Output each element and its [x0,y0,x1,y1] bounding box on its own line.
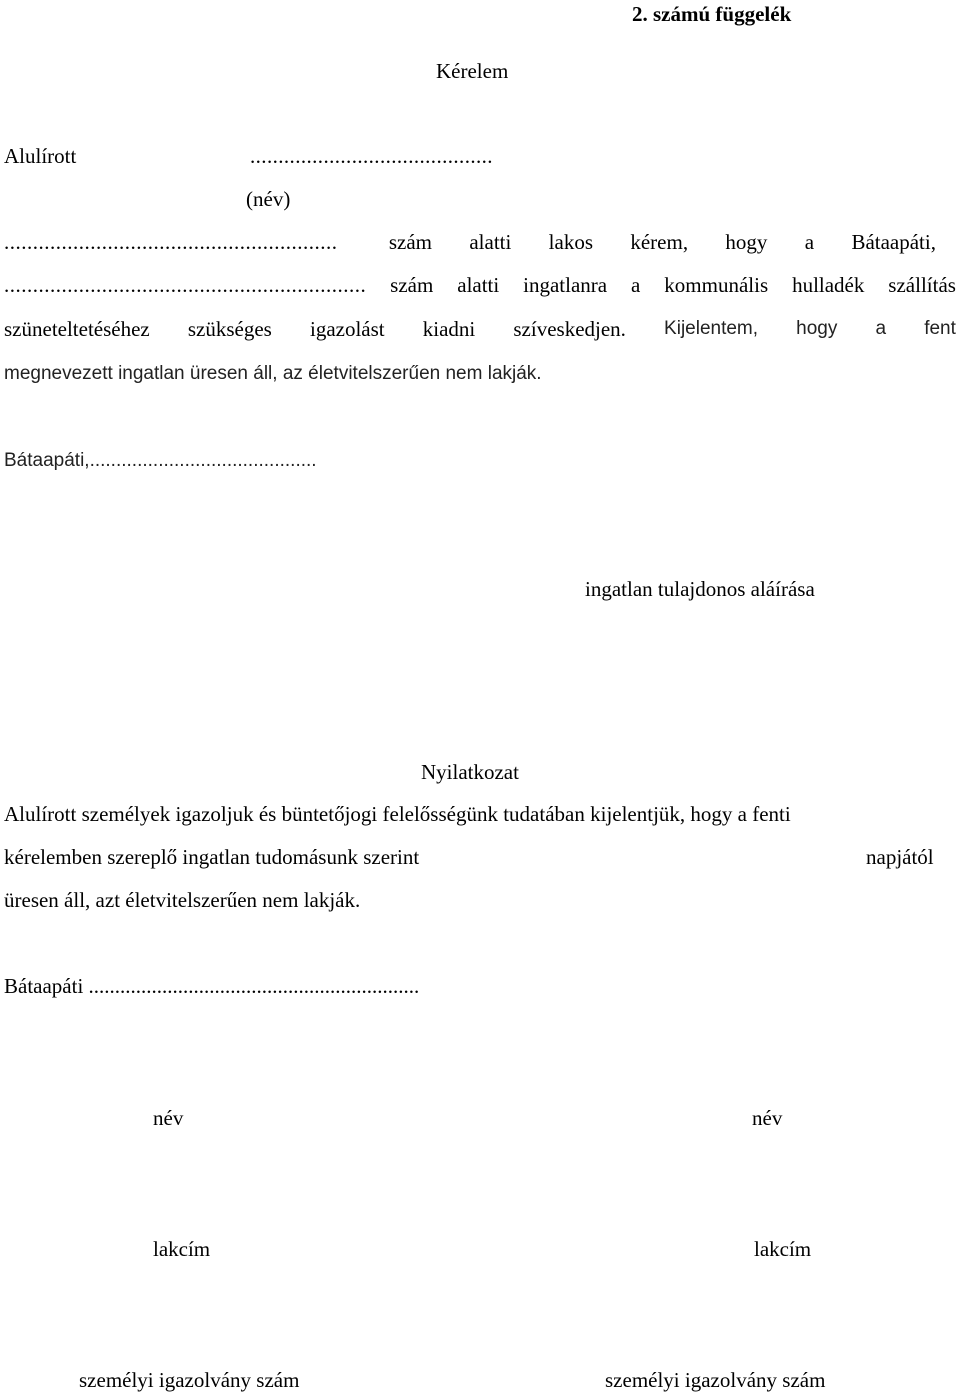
declaration-line-2-right: napjától [866,845,934,869]
request-line-3: szüneteltetéséhez szükséges igazolást kiadni szíveskedjen. Kijelentem, hogy a fent [4,317,956,341]
appendix-label: 2. számú függelék [632,2,792,26]
declaration-line-2-left: kérelemben szereplő ingatlan tudomásunk szerint [4,845,420,869]
signatory-2-id-label: személyi igazolvány szám [605,1368,826,1392]
signatory-1-id-label: személyi igazolvány szám [79,1368,300,1392]
signatory-1-name-label: név [153,1106,184,1130]
name-dots: ........................................... [250,144,493,168]
declaration-title: Nyilatkozat [421,760,519,784]
declaration-line-1: Alulírott személyek igazoljuk és büntetőjogi felelősségünk tudatában kijelentjük, hogy a fenti [4,802,791,826]
address-dots-2: ............................................................... [4,273,367,297]
request-title: Kérelem [436,59,509,83]
declaration-place-date: Bátaapáti ............................................................... [4,974,420,998]
request-place-date: Bátaapáti,........................................... [4,450,317,471]
signatory-1-address-label: lakcím [153,1237,211,1261]
signatory-2-address-label: lakcím [754,1237,812,1261]
signatory-2-name-label: név [752,1106,783,1130]
applicant-label: Alulírott [4,144,77,168]
address-dots-1: .......................................................... [4,230,338,254]
request-line-1: .......................................................... szám alatti lakos kérem, hogy a Bátaapáti, [4,230,936,254]
declaration-line-3: üresen áll, azt életvitelszerűen nem lakják. [4,888,361,912]
request-line-4: megnevezett ingatlan üresen áll, az életvitelszerűen nem lakják. [4,363,542,384]
name-hint: (név) [246,187,291,211]
owner-signature-label: ingatlan tulajdonos aláírása [585,577,815,601]
request-line-2: ............................................................... szám alatti ingatlanra a kommunális hulladék szállítás [4,273,956,297]
